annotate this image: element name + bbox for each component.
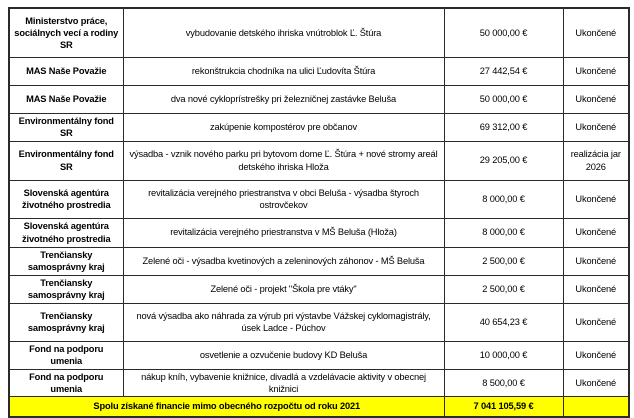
amount-cell: 2 500,00 € bbox=[444, 247, 563, 275]
funding-source: Slovenská agentúra životného prostredia bbox=[9, 218, 123, 247]
amount-cell: 27 442,54 € bbox=[444, 57, 563, 85]
amount-cell: 50 000,00 € bbox=[444, 85, 563, 113]
table-row bbox=[9, 141, 629, 180]
table-row bbox=[9, 8, 629, 57]
status-cell: Ukončené bbox=[563, 57, 629, 85]
project-description: nákup kníh, vybavenie knižnice, divadlá a vzdelávacie aktivity v obecnej knižnici bbox=[123, 369, 444, 396]
status-cell: Ukončené bbox=[563, 369, 629, 396]
project-description: Zelené oči - projekt "Škola pre vtáky" bbox=[123, 275, 444, 303]
funding-source: Fond na podporu umenia bbox=[9, 341, 123, 369]
status-cell: realizácia jar 2026 bbox=[563, 141, 629, 180]
table-row bbox=[9, 218, 629, 247]
funding-source: Trenčiansky samosprávny kraj bbox=[9, 275, 123, 303]
table-row bbox=[9, 369, 629, 396]
project-description: vybudovanie detského ihriska vnútroblok Ľ. Štúra bbox=[123, 8, 444, 57]
table-row bbox=[9, 341, 629, 369]
amount-cell: 50 000,00 € bbox=[444, 8, 563, 57]
total-row bbox=[9, 396, 629, 417]
project-description: zakúpenie kompostérov pre občanov bbox=[123, 113, 444, 141]
funding-source: MAS Naše Považie bbox=[9, 57, 123, 85]
amount-cell: 8 000,00 € bbox=[444, 180, 563, 218]
project-description: revitalizácia verejného priestranstva v MŠ Beluša (Hloža) bbox=[123, 218, 444, 247]
amount-cell: 2 500,00 € bbox=[444, 275, 563, 303]
project-description: revitalizácia verejného priestranstva v obci Beluša - výsadba štyroch ostrovčekov bbox=[123, 180, 444, 218]
amount-cell: 10 000,00 € bbox=[444, 341, 563, 369]
amount-cell: 69 312,00 € bbox=[444, 113, 563, 141]
funding-table bbox=[8, 7, 630, 418]
total-label: Spolu získané financie mimo obecného rozpočtu od roku 2021 bbox=[9, 396, 444, 417]
status-cell: Ukončené bbox=[563, 341, 629, 369]
project-description: nová výsadba ako náhrada za výrub pri výstavbe Vážskej cyklomagistrály, úsek Ladce - Púchov bbox=[123, 303, 444, 341]
status-cell: Ukončené bbox=[563, 8, 629, 57]
status-cell: Ukončené bbox=[563, 218, 629, 247]
project-description: osvetlenie a ozvučenie budovy KD Beluša bbox=[123, 341, 444, 369]
table-row bbox=[9, 57, 629, 85]
funding-source: Environmentálny fond SR bbox=[9, 141, 123, 180]
funding-source: Environmentálny fond SR bbox=[9, 113, 123, 141]
total-amount: 7 041 105,59 € bbox=[444, 396, 563, 417]
table-row bbox=[9, 180, 629, 218]
table-row bbox=[9, 247, 629, 275]
table-row bbox=[9, 113, 629, 141]
project-description: Zelené oči - výsadba kvetinových a zeleninových záhonov - MŠ Beluša bbox=[123, 247, 444, 275]
funding-source: MAS Naše Považie bbox=[9, 85, 123, 113]
amount-cell: 8 500,00 € bbox=[444, 369, 563, 396]
status-cell: Ukončené bbox=[563, 113, 629, 141]
status-cell: Ukončené bbox=[563, 247, 629, 275]
status-cell: Ukončené bbox=[563, 275, 629, 303]
total-status-empty bbox=[563, 396, 629, 417]
funding-source: Fond na podporu umenia bbox=[9, 369, 123, 396]
amount-cell: 40 654,23 € bbox=[444, 303, 563, 341]
funding-source: Ministerstvo práce, sociálnych vecí a rodiny SR bbox=[9, 8, 123, 57]
funding-source: Slovenská agentúra životného prostredia bbox=[9, 180, 123, 218]
funding-source: Trenčiansky samosprávny kraj bbox=[9, 303, 123, 341]
funding-source: Trenčiansky samosprávny kraj bbox=[9, 247, 123, 275]
table-row bbox=[9, 303, 629, 341]
status-cell: Ukončené bbox=[563, 85, 629, 113]
amount-cell: 29 205,00 € bbox=[444, 141, 563, 180]
project-description: dva nové cykloprístrešky pri železničnej zastávke Beluša bbox=[123, 85, 444, 113]
table-row bbox=[9, 275, 629, 303]
status-cell: Ukončené bbox=[563, 180, 629, 218]
table-row bbox=[9, 85, 629, 113]
amount-cell: 8 000,00 € bbox=[444, 218, 563, 247]
status-cell: Ukončené bbox=[563, 303, 629, 341]
project-description: výsadba - vznik nového parku pri bytovom dome Ľ. Štúra + nové stromy areál detského ihriska Hloža bbox=[123, 141, 444, 180]
project-description: rekonštrukcia chodníka na ulici Ľudovíta Štúra bbox=[123, 57, 444, 85]
